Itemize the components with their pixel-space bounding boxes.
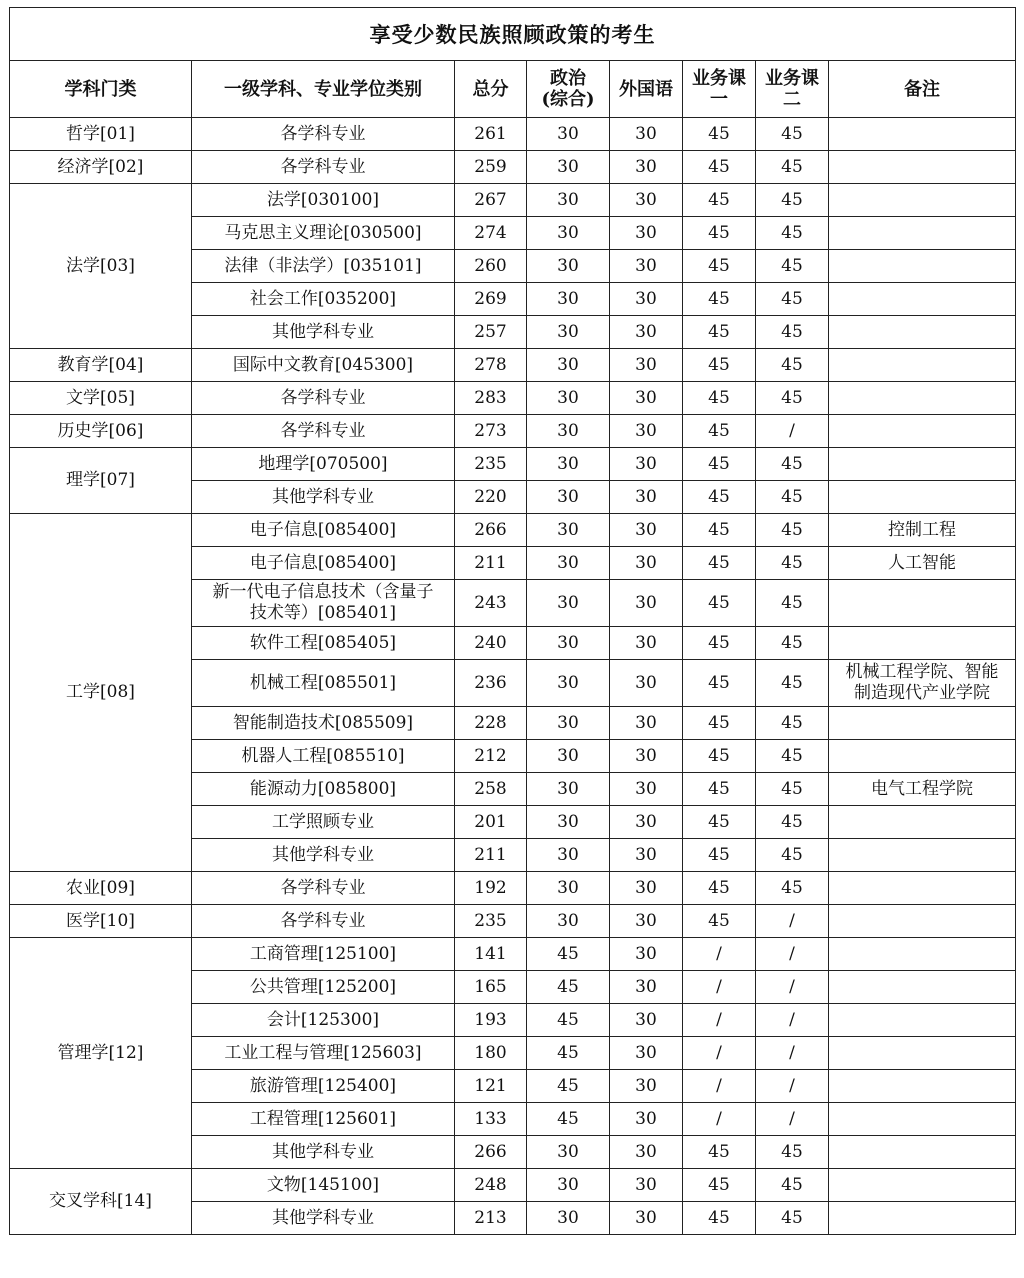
course1-cell: 45: [683, 1136, 756, 1169]
course1-cell: 45: [683, 250, 756, 283]
course1-cell: 45: [683, 283, 756, 316]
course2-cell: 45: [756, 707, 829, 740]
header-total: 总分: [455, 61, 527, 118]
table-row: [10, 184, 1016, 217]
foreign-cell: 30: [610, 707, 683, 740]
politics-cell: 45: [527, 971, 610, 1004]
total-cell: 141: [455, 938, 527, 971]
course2-cell: /: [756, 415, 829, 448]
category-cell: 经济学[02]: [10, 151, 192, 184]
course2-cell: 45: [756, 773, 829, 806]
table-row: [10, 349, 1016, 382]
discipline-cell: 软件工程[085405]: [192, 627, 455, 660]
foreign-cell: 30: [610, 580, 683, 627]
politics-cell: 30: [527, 316, 610, 349]
course2-cell: 45: [756, 118, 829, 151]
politics-cell: 30: [527, 707, 610, 740]
politics-cell: 30: [527, 349, 610, 382]
politics-cell: 30: [527, 547, 610, 580]
note-cell: [829, 349, 1016, 382]
total-cell: 193: [455, 1004, 527, 1037]
note-cell: [829, 707, 1016, 740]
category-cell: 教育学[04]: [10, 349, 192, 382]
note-cell: [829, 1136, 1016, 1169]
header-politics: 政治 (综合): [527, 61, 610, 118]
note-cell: [829, 415, 1016, 448]
course1-cell: 45: [683, 184, 756, 217]
course1-cell: /: [683, 1070, 756, 1103]
discipline-cell: 会计[125300]: [192, 1004, 455, 1037]
discipline-cell: 国际中文教育[045300]: [192, 349, 455, 382]
total-cell: 240: [455, 627, 527, 660]
total-cell: 243: [455, 580, 527, 627]
discipline-cell: 各学科专业: [192, 118, 455, 151]
note-cell: [829, 1169, 1016, 1202]
category-cell: 工学[08]: [10, 514, 192, 872]
total-cell: 259: [455, 151, 527, 184]
politics-cell: 30: [527, 773, 610, 806]
course1-cell: 45: [683, 839, 756, 872]
politics-cell: 30: [527, 660, 610, 707]
foreign-cell: 30: [610, 118, 683, 151]
header-discipline: 一级学科、专业学位类别: [192, 61, 455, 118]
discipline-cell: 能源动力[085800]: [192, 773, 455, 806]
total-cell: 211: [455, 547, 527, 580]
note-cell: [829, 580, 1016, 627]
discipline-cell: 新一代电子信息技术（含量子 技术等）[085401]: [192, 580, 455, 627]
discipline-cell: 工业工程与管理[125603]: [192, 1037, 455, 1070]
foreign-cell: 30: [610, 1004, 683, 1037]
discipline-cell: 机器人工程[085510]: [192, 740, 455, 773]
course2-cell: 45: [756, 514, 829, 547]
course1-cell: 45: [683, 740, 756, 773]
discipline-cell: 公共管理[125200]: [192, 971, 455, 1004]
total-cell: 192: [455, 872, 527, 905]
note-cell: [829, 1004, 1016, 1037]
foreign-cell: 30: [610, 839, 683, 872]
total-cell: 267: [455, 184, 527, 217]
foreign-cell: 30: [610, 1103, 683, 1136]
note-cell: 电气工程学院: [829, 773, 1016, 806]
politics-cell: 30: [527, 217, 610, 250]
category-cell: 法学[03]: [10, 184, 192, 349]
politics-cell: 45: [527, 938, 610, 971]
course2-cell: 45: [756, 448, 829, 481]
foreign-cell: 30: [610, 415, 683, 448]
politics-cell: 30: [527, 1136, 610, 1169]
header-foreign: 外国语: [610, 61, 683, 118]
discipline-cell: 各学科专业: [192, 872, 455, 905]
foreign-cell: 30: [610, 872, 683, 905]
course2-cell: 45: [756, 839, 829, 872]
total-cell: 273: [455, 415, 527, 448]
total-cell: 283: [455, 382, 527, 415]
politics-cell: 30: [527, 481, 610, 514]
total-cell: 212: [455, 740, 527, 773]
foreign-cell: 30: [610, 1202, 683, 1235]
note-cell: [829, 872, 1016, 905]
score-table: [9, 7, 1016, 1235]
course1-cell: 45: [683, 382, 756, 415]
course2-cell: /: [756, 1070, 829, 1103]
course1-cell: /: [683, 1037, 756, 1070]
total-cell: 235: [455, 448, 527, 481]
discipline-cell: 其他学科专业: [192, 316, 455, 349]
politics-cell: 30: [527, 415, 610, 448]
politics-cell: 45: [527, 1070, 610, 1103]
total-cell: 257: [455, 316, 527, 349]
course2-cell: 45: [756, 382, 829, 415]
note-cell: [829, 448, 1016, 481]
course1-cell: 45: [683, 627, 756, 660]
note-cell: [829, 1103, 1016, 1136]
foreign-cell: 30: [610, 349, 683, 382]
note-cell: [829, 839, 1016, 872]
course1-cell: 45: [683, 415, 756, 448]
discipline-cell: 其他学科专业: [192, 481, 455, 514]
course1-cell: /: [683, 1004, 756, 1037]
foreign-cell: 30: [610, 740, 683, 773]
table-row: [10, 151, 1016, 184]
note-cell: [829, 217, 1016, 250]
politics-cell: 30: [527, 806, 610, 839]
note-cell: [829, 905, 1016, 938]
course1-cell: 45: [683, 707, 756, 740]
discipline-cell: 社会工作[035200]: [192, 283, 455, 316]
course2-cell: 45: [756, 740, 829, 773]
total-cell: 278: [455, 349, 527, 382]
header-category: 学科门类: [10, 61, 192, 118]
category-cell: 管理学[12]: [10, 938, 192, 1169]
category-cell: 历史学[06]: [10, 415, 192, 448]
course1-cell: /: [683, 1103, 756, 1136]
total-cell: 235: [455, 905, 527, 938]
table-title-row: [10, 8, 1016, 61]
table-row: [10, 1169, 1016, 1202]
category-cell: 农业[09]: [10, 872, 192, 905]
course2-cell: /: [756, 905, 829, 938]
discipline-cell: 各学科专业: [192, 151, 455, 184]
table-row: [10, 448, 1016, 481]
discipline-cell: 工程管理[125601]: [192, 1103, 455, 1136]
total-cell: 213: [455, 1202, 527, 1235]
course2-cell: /: [756, 1103, 829, 1136]
course1-cell: 45: [683, 316, 756, 349]
politics-cell: 30: [527, 580, 610, 627]
category-cell: 交叉学科[14]: [10, 1169, 192, 1235]
note-cell: [829, 971, 1016, 1004]
category-cell: 理学[07]: [10, 448, 192, 514]
foreign-cell: 30: [610, 806, 683, 839]
foreign-cell: 30: [610, 151, 683, 184]
course2-cell: 45: [756, 660, 829, 707]
course1-cell: 45: [683, 217, 756, 250]
foreign-cell: 30: [610, 660, 683, 707]
category-cell: 医学[10]: [10, 905, 192, 938]
table-body: [10, 118, 1016, 1235]
politics-cell: 30: [527, 283, 610, 316]
discipline-cell: 各学科专业: [192, 905, 455, 938]
total-cell: 121: [455, 1070, 527, 1103]
politics-cell: 30: [527, 118, 610, 151]
note-cell: [829, 118, 1016, 151]
course1-cell: 45: [683, 1169, 756, 1202]
course2-cell: 45: [756, 872, 829, 905]
course1-cell: 45: [683, 118, 756, 151]
course2-cell: 45: [756, 151, 829, 184]
foreign-cell: 30: [610, 382, 683, 415]
header-course2: 业务课 二: [756, 61, 829, 118]
politics-cell: 45: [527, 1037, 610, 1070]
foreign-cell: 30: [610, 514, 683, 547]
foreign-cell: 30: [610, 1169, 683, 1202]
course1-cell: 45: [683, 806, 756, 839]
foreign-cell: 30: [610, 905, 683, 938]
course2-cell: 45: [756, 547, 829, 580]
note-cell: [829, 151, 1016, 184]
total-cell: 266: [455, 514, 527, 547]
course1-cell: 45: [683, 481, 756, 514]
politics-cell: 30: [527, 151, 610, 184]
discipline-cell: 地理学[070500]: [192, 448, 455, 481]
total-cell: 180: [455, 1037, 527, 1070]
discipline-cell: 电子信息[085400]: [192, 547, 455, 580]
discipline-cell: 电子信息[085400]: [192, 514, 455, 547]
note-cell: [829, 283, 1016, 316]
discipline-cell: 法律（非法学）[035101]: [192, 250, 455, 283]
total-cell: 248: [455, 1169, 527, 1202]
course1-cell: 45: [683, 1202, 756, 1235]
course2-cell: 45: [756, 250, 829, 283]
course1-cell: 45: [683, 580, 756, 627]
discipline-cell: 各学科专业: [192, 415, 455, 448]
course1-cell: 45: [683, 872, 756, 905]
course1-cell: 45: [683, 905, 756, 938]
politics-cell: 30: [527, 872, 610, 905]
note-cell: [829, 1070, 1016, 1103]
total-cell: 211: [455, 839, 527, 872]
foreign-cell: 30: [610, 481, 683, 514]
score-table-container: [9, 7, 1016, 1235]
foreign-cell: 30: [610, 217, 683, 250]
table-row: [10, 938, 1016, 971]
foreign-cell: 30: [610, 448, 683, 481]
note-cell: [829, 627, 1016, 660]
note-cell: [829, 382, 1016, 415]
note-cell: [829, 806, 1016, 839]
foreign-cell: 30: [610, 1070, 683, 1103]
note-cell: [829, 184, 1016, 217]
total-cell: 258: [455, 773, 527, 806]
category-cell: 文学[05]: [10, 382, 192, 415]
course1-cell: /: [683, 938, 756, 971]
discipline-cell: 马克思主义理论[030500]: [192, 217, 455, 250]
course2-cell: 45: [756, 184, 829, 217]
course2-cell: 45: [756, 1169, 829, 1202]
discipline-cell: 其他学科专业: [192, 1136, 455, 1169]
total-cell: 201: [455, 806, 527, 839]
discipline-cell: 工商管理[125100]: [192, 938, 455, 971]
course1-cell: 45: [683, 660, 756, 707]
note-cell: [829, 481, 1016, 514]
foreign-cell: 30: [610, 971, 683, 1004]
table-header-row: [10, 61, 1016, 118]
course1-cell: 45: [683, 349, 756, 382]
note-cell: [829, 250, 1016, 283]
course1-cell: 45: [683, 773, 756, 806]
discipline-cell: 其他学科专业: [192, 1202, 455, 1235]
total-cell: 220: [455, 481, 527, 514]
course2-cell: 45: [756, 580, 829, 627]
foreign-cell: 30: [610, 283, 683, 316]
course2-cell: 45: [756, 217, 829, 250]
politics-cell: 30: [527, 627, 610, 660]
note-cell: [829, 740, 1016, 773]
foreign-cell: 30: [610, 250, 683, 283]
course1-cell: 45: [683, 547, 756, 580]
total-cell: 274: [455, 217, 527, 250]
discipline-cell: 智能制造技术[085509]: [192, 707, 455, 740]
course1-cell: 45: [683, 448, 756, 481]
foreign-cell: 30: [610, 547, 683, 580]
note-cell: 控制工程: [829, 514, 1016, 547]
politics-cell: 45: [527, 1103, 610, 1136]
discipline-cell: 其他学科专业: [192, 839, 455, 872]
total-cell: 260: [455, 250, 527, 283]
politics-cell: 30: [527, 905, 610, 938]
foreign-cell: 30: [610, 627, 683, 660]
foreign-cell: 30: [610, 773, 683, 806]
table-row: [10, 514, 1016, 547]
total-cell: 266: [455, 1136, 527, 1169]
politics-cell: 30: [527, 250, 610, 283]
total-cell: 133: [455, 1103, 527, 1136]
foreign-cell: 30: [610, 184, 683, 217]
foreign-cell: 30: [610, 316, 683, 349]
total-cell: 261: [455, 118, 527, 151]
course2-cell: /: [756, 971, 829, 1004]
politics-cell: 30: [527, 740, 610, 773]
politics-cell: 30: [527, 184, 610, 217]
course2-cell: 45: [756, 316, 829, 349]
politics-cell: 45: [527, 1004, 610, 1037]
header-note: 备注: [829, 61, 1016, 118]
course1-cell: 45: [683, 151, 756, 184]
discipline-cell: 机械工程[085501]: [192, 660, 455, 707]
politics-cell: 30: [527, 514, 610, 547]
header-course1: 业务课 一: [683, 61, 756, 118]
course2-cell: 45: [756, 1136, 829, 1169]
note-cell: 机械工程学院、智能 制造现代产业学院: [829, 660, 1016, 707]
course2-cell: 45: [756, 806, 829, 839]
total-cell: 228: [455, 707, 527, 740]
total-cell: 165: [455, 971, 527, 1004]
politics-cell: 30: [527, 1169, 610, 1202]
note-cell: [829, 938, 1016, 971]
foreign-cell: 30: [610, 1136, 683, 1169]
table-title: 享受少数民族照顾政策的考生: [10, 8, 1016, 61]
note-cell: [829, 316, 1016, 349]
course2-cell: 45: [756, 481, 829, 514]
course2-cell: 45: [756, 1202, 829, 1235]
foreign-cell: 30: [610, 938, 683, 971]
course1-cell: /: [683, 971, 756, 1004]
politics-cell: 30: [527, 382, 610, 415]
table-row: [10, 872, 1016, 905]
politics-cell: 30: [527, 448, 610, 481]
table-row: [10, 382, 1016, 415]
total-cell: 236: [455, 660, 527, 707]
course2-cell: /: [756, 1037, 829, 1070]
discipline-cell: 工学照顾专业: [192, 806, 455, 839]
course2-cell: /: [756, 938, 829, 971]
discipline-cell: 法学[030100]: [192, 184, 455, 217]
category-cell: 哲学[01]: [10, 118, 192, 151]
politics-cell: 30: [527, 1202, 610, 1235]
course2-cell: /: [756, 1004, 829, 1037]
table-row: [10, 415, 1016, 448]
note-cell: [829, 1202, 1016, 1235]
note-cell: 人工智能: [829, 547, 1016, 580]
note-cell: [829, 1037, 1016, 1070]
discipline-cell: 旅游管理[125400]: [192, 1070, 455, 1103]
table-row: [10, 905, 1016, 938]
table-row: [10, 118, 1016, 151]
discipline-cell: 文物[145100]: [192, 1169, 455, 1202]
course2-cell: 45: [756, 627, 829, 660]
foreign-cell: 30: [610, 1037, 683, 1070]
discipline-cell: 各学科专业: [192, 382, 455, 415]
total-cell: 269: [455, 283, 527, 316]
course2-cell: 45: [756, 283, 829, 316]
course2-cell: 45: [756, 349, 829, 382]
politics-cell: 30: [527, 839, 610, 872]
course1-cell: 45: [683, 514, 756, 547]
